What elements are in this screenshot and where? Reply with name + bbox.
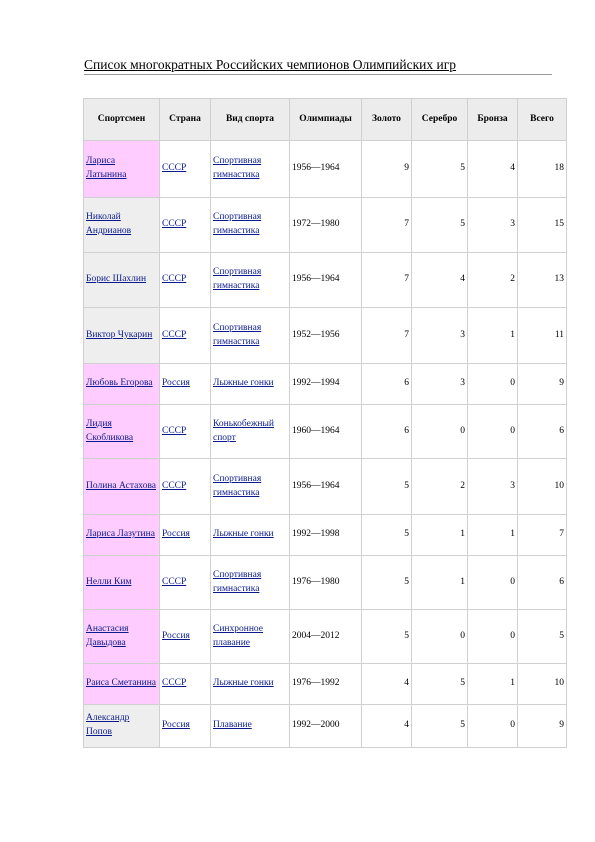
olympics-cell: 1960—1964: [290, 405, 362, 459]
total-cell: 15: [518, 198, 567, 253]
table-row: [84, 459, 567, 515]
total-cell: 10: [518, 459, 567, 515]
bronze-cell: 2: [468, 253, 518, 308]
total-cell: 6: [518, 556, 567, 610]
country-link[interactable]: Россия: [162, 720, 190, 731]
table-row: [84, 364, 567, 405]
silver-cell: 3: [412, 364, 468, 405]
gold-cell: 4: [362, 664, 412, 705]
gold-cell: 6: [362, 364, 412, 405]
olympics-cell: 1976—1980: [290, 556, 362, 610]
olympics-cell: 1956—1964: [290, 141, 362, 198]
athlete-link[interactable]: Николай Андрианов: [86, 212, 132, 236]
olympics-cell: 1992—2000: [290, 705, 362, 748]
sport-link[interactable]: Плавание: [213, 720, 252, 731]
silver-cell: 1: [412, 556, 468, 610]
gold-cell: 5: [362, 610, 412, 664]
total-cell: 10: [518, 664, 567, 705]
gold-cell: 7: [362, 253, 412, 308]
bronze-cell: 1: [468, 515, 518, 556]
country-link[interactable]: СССР: [162, 678, 187, 689]
header-olympics: Олимпиады: [290, 99, 362, 141]
table-row: [84, 515, 567, 556]
header-bronze: Бронза: [468, 99, 518, 141]
table-row: [84, 405, 567, 459]
sport-link[interactable]: Лыжные гонки: [213, 378, 274, 389]
athlete-link[interactable]: Борис Шахлин: [86, 274, 147, 285]
table-row: [84, 610, 567, 664]
gold-cell: 5: [362, 459, 412, 515]
olympics-cell: 1972—1980: [290, 198, 362, 253]
country-link[interactable]: СССР: [162, 576, 187, 587]
sport-link[interactable]: Лыжные гонки: [213, 529, 274, 540]
silver-cell: 4: [412, 253, 468, 308]
sport-link[interactable]: Спортивная гимнастика: [213, 322, 262, 347]
silver-cell: 5: [412, 198, 468, 253]
olympics-cell: 1956—1964: [290, 253, 362, 308]
total-cell: 13: [518, 253, 567, 308]
header-gold: Золото: [362, 99, 412, 141]
olympics-cell: 1952—1956: [290, 308, 362, 364]
title-underline-rule: [84, 74, 552, 75]
total-cell: 9: [518, 364, 567, 405]
country-link[interactable]: СССР: [162, 329, 187, 340]
table-row: [84, 664, 567, 705]
table-row: [84, 556, 567, 610]
olympics-cell: 1992—1998: [290, 515, 362, 556]
silver-cell: 0: [412, 405, 468, 459]
athlete-link[interactable]: Полина Астахова: [86, 480, 157, 491]
athlete-link[interactable]: Александр Попов: [86, 713, 130, 737]
country-link[interactable]: СССР: [162, 274, 187, 285]
athlete-link[interactable]: Анастасия Давыдова: [86, 623, 129, 648]
header-country: Страна: [160, 99, 211, 141]
document-title: Список многократных Российских чемпионов Олимпийских игр: [84, 57, 457, 72]
bronze-cell: 0: [468, 556, 518, 610]
table-row: [84, 198, 567, 253]
country-link[interactable]: СССР: [162, 163, 187, 174]
total-cell: 18: [518, 141, 567, 198]
sport-link[interactable]: Спортивная гимнастика: [213, 473, 262, 498]
athlete-link[interactable]: Нелли Ким: [86, 576, 132, 587]
gold-cell: 4: [362, 705, 412, 748]
silver-cell: 5: [412, 705, 468, 748]
bronze-cell: 1: [468, 308, 518, 364]
olympics-cell: 1976—1992: [290, 664, 362, 705]
bronze-cell: 3: [468, 459, 518, 515]
table-row: [84, 253, 567, 308]
silver-cell: 3: [412, 308, 468, 364]
bronze-cell: 3: [468, 198, 518, 253]
athlete-link[interactable]: Раиса Сметанина: [86, 678, 157, 689]
total-cell: 11: [518, 308, 567, 364]
gold-cell: 5: [362, 556, 412, 610]
olympics-cell: 1992—1994: [290, 364, 362, 405]
gold-cell: 7: [362, 308, 412, 364]
silver-cell: 0: [412, 610, 468, 664]
country-link[interactable]: СССР: [162, 219, 187, 230]
country-link[interactable]: Россия: [162, 529, 190, 540]
header-sport: Вид спорта: [211, 99, 290, 141]
sport-link[interactable]: Спортивная гимнастика: [213, 267, 262, 291]
sport-link[interactable]: Спортивная гимнастика: [213, 156, 262, 180]
total-cell: 6: [518, 405, 567, 459]
total-cell: 5: [518, 610, 567, 664]
total-cell: 7: [518, 515, 567, 556]
bronze-cell: 0: [468, 364, 518, 405]
table-row: [84, 141, 567, 198]
silver-cell: 5: [412, 141, 468, 198]
country-link[interactable]: СССР: [162, 480, 187, 491]
header-total: Всего: [518, 99, 567, 141]
olympics-cell: 1956—1964: [290, 459, 362, 515]
athlete-link[interactable]: Виктор Чукарин: [86, 329, 153, 340]
silver-cell: 5: [412, 664, 468, 705]
gold-cell: 5: [362, 515, 412, 556]
bronze-cell: 4: [468, 141, 518, 198]
gold-cell: 7: [362, 198, 412, 253]
sport-link[interactable]: Спортивная гимнастика: [213, 569, 262, 594]
table-header-row: [84, 99, 567, 141]
olympics-cell: 2004—2012: [290, 610, 362, 664]
athlete-link[interactable]: Лариса Лазутина: [86, 529, 155, 540]
bronze-cell: 0: [468, 405, 518, 459]
silver-cell: 2: [412, 459, 468, 515]
country-link[interactable]: СССР: [162, 425, 187, 436]
table-row: [84, 705, 567, 748]
bronze-cell: 1: [468, 664, 518, 705]
sport-link[interactable]: Конькобежный спорт: [213, 418, 274, 443]
champions-table: [83, 98, 567, 748]
total-cell: 9: [518, 705, 567, 748]
silver-cell: 1: [412, 515, 468, 556]
sport-link[interactable]: Лыжные гонки: [213, 678, 274, 689]
athlete-link[interactable]: Лариса Латынина: [86, 156, 127, 180]
sport-link[interactable]: Спортивная гимнастика: [213, 212, 262, 236]
country-link[interactable]: Россия: [162, 630, 190, 641]
athlete-link[interactable]: Любовь Егорова: [86, 378, 153, 389]
bronze-cell: 0: [468, 705, 518, 748]
header-athlete: Спортсмен: [84, 99, 160, 141]
sport-link[interactable]: Синхронное плавание: [213, 623, 264, 648]
table-row: [84, 308, 567, 364]
header-silver: Серебро: [412, 99, 468, 141]
bronze-cell: 0: [468, 610, 518, 664]
athlete-link[interactable]: Лидия Скобликова: [86, 418, 134, 443]
gold-cell: 9: [362, 141, 412, 198]
gold-cell: 6: [362, 405, 412, 459]
country-link[interactable]: Россия: [162, 378, 190, 389]
